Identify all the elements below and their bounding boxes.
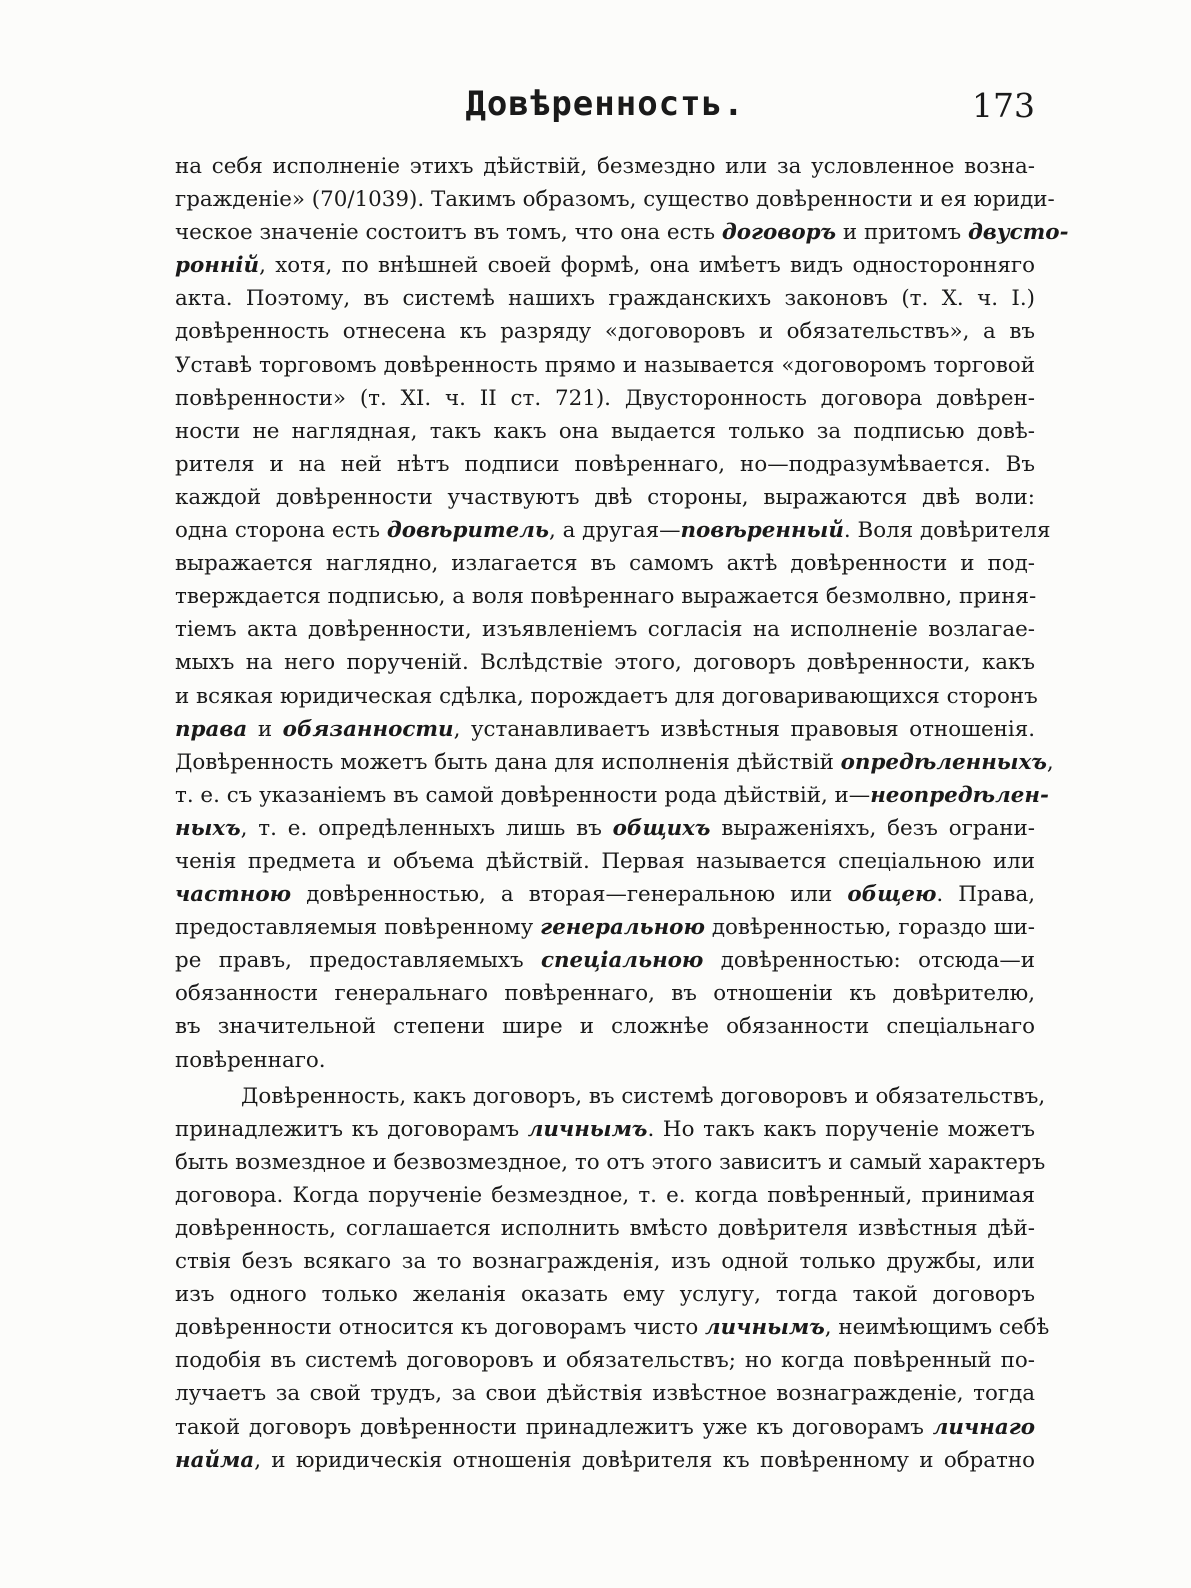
italic-term: личнымъ (527, 1116, 648, 1142)
text-line (175, 1010, 1035, 1043)
text-run: , устанавливаетъ извѣстныя правовыя отношенія. (453, 716, 1036, 742)
text-run: повѣренности» (т. XI. ч. II ст. 721). Двусторонность договора довѣрен- (175, 385, 1035, 411)
text-line (175, 249, 1035, 282)
text-run: на себя исполненіе этихъ дѣйствій, безмездно или за условленное возна- (175, 154, 1035, 179)
text-line (175, 1245, 1035, 1278)
text-line (175, 150, 1035, 183)
italic-term: общею (847, 882, 937, 908)
italic-term: повѣренный (680, 518, 844, 544)
text-run: предоставляемыя повѣренному (175, 915, 541, 941)
text-line (175, 382, 1035, 415)
italic-term: спеціальною (540, 948, 704, 974)
body-text (175, 150, 1069, 1477)
text-run: , хотя, по внѣшней своей формѣ, она имѣетъ видъ односторонняго (259, 253, 1035, 279)
text-line (175, 1278, 1035, 1311)
text-line (175, 1044, 1035, 1077)
text-line (175, 646, 1035, 679)
italic-term: частною (175, 882, 292, 908)
text-run: ствія безъ всякаго за то вознагражденія, изъ одной только дружбы, или (175, 1249, 1035, 1275)
text-run: принадлежитъ къ договорамъ (175, 1116, 528, 1142)
italic-term: ронній (175, 253, 260, 279)
paragraph (175, 1080, 1050, 1477)
running-header (175, 84, 1035, 134)
text-run: , неимѣющимъ себѣ (824, 1315, 1050, 1341)
italic-term: неопредѣлен- (870, 782, 1049, 808)
italic-term: общихъ (612, 815, 711, 841)
text-line (175, 713, 1035, 746)
text-run: ре правъ, предоставляемыхъ (175, 948, 541, 974)
text-run: , (1046, 749, 1054, 775)
text-run: , и юридическія отношенія довѣрителя къ повѣренному и обратно (254, 1447, 1035, 1473)
text-line (175, 1377, 1035, 1410)
text-line (175, 183, 1055, 216)
text-line (175, 746, 1054, 779)
text-run: въ значительной степени шире и сложнѣе обязанности спеціальнаго (175, 1014, 1035, 1040)
text-run: выраженіяхъ, безъ ограни- (710, 815, 1035, 841)
text-run: . Но такъ какъ порученіе можетъ (647, 1116, 1036, 1142)
text-line (175, 481, 1035, 514)
text-run: довѣренность, соглашается исполнить вмѣсто довѣрителя извѣстныя дѣй- (175, 1216, 1035, 1241)
text-line (175, 977, 1035, 1010)
text-run: , т. е. опредѣленныхъ лишь въ (240, 815, 613, 841)
text-run: тіемъ акта довѣренности, изъявленіемъ согласія на исполненіе возлагае- (175, 617, 1035, 643)
text-run: Уставѣ торговомъ довѣренность прямо и называется «договоромъ торговой (175, 352, 1035, 378)
text-run: ности не наглядная, такъ какъ она выдается только за подписью довѣ- (175, 418, 1035, 444)
italic-term: личнаго (932, 1414, 1035, 1440)
text-run: довѣренности относится къ договорамъ чисто (175, 1315, 706, 1341)
italic-term: генеральною (540, 915, 705, 941)
text-run: быть возмездное и безвозмездное, то отъ этого зависитъ и самый характеръ (175, 1149, 1046, 1175)
text-run: и всякая юридическая сдѣлка, порождаетъ для договаривающихся сторонъ (175, 683, 1038, 709)
text-line (175, 1113, 1035, 1146)
text-run: и (247, 716, 283, 742)
text-run: довѣренность отнесена къ разряду «договоровъ и обязательствъ», а въ (175, 319, 1035, 345)
text-run: довѣренностью: отсюда—и (703, 948, 1035, 974)
text-line (175, 282, 1035, 315)
page-number: 173 (972, 86, 1035, 125)
text-line (175, 911, 1035, 944)
text-run: ческое значеніе состоитъ въ томъ, что она есть (175, 220, 722, 246)
text-line (175, 415, 1035, 448)
text-line (175, 216, 1069, 249)
text-line (175, 448, 1035, 481)
text-line (175, 349, 1035, 382)
text-line (175, 1344, 1035, 1377)
text-run: изъ одного только желанія оказать ему услугу, тогда такой договоръ (175, 1282, 1035, 1308)
text-line (175, 1444, 1035, 1477)
italic-term: права (175, 716, 248, 742)
text-run: рителя и на ней нѣтъ подписи повѣреннаго, но—подразумѣвается. Въ (175, 451, 1035, 477)
running-title: Довѣренность. (465, 84, 745, 124)
text-run: , а другая— (549, 518, 681, 544)
text-run: Довѣренность можетъ быть дана для исполненія дѣйствій (175, 749, 841, 775)
text-line (175, 779, 1049, 812)
italic-term: довѣритель (386, 518, 550, 544)
text-line (175, 613, 1035, 646)
text-run: подобія въ системѣ договоровъ и обязательствъ; но когда повѣренный по- (175, 1348, 1035, 1374)
italic-term: двусто- (967, 220, 1069, 246)
text-line (175, 944, 1035, 977)
text-run: гражденіе» (70/1039). Такимъ образомъ, существо довѣренности и ея юриди- (175, 187, 1055, 213)
text-run: и притомъ (836, 220, 968, 246)
text-run: каждой довѣренности участвуютъ двѣ стороны, выражаются двѣ воли: (175, 484, 1035, 510)
italic-term: ныхъ (175, 815, 241, 841)
text-run: лучаетъ за свой трудъ, за свои дѣйствія извѣстное вознагражденіе, тогда (175, 1381, 1035, 1407)
text-run: ченія предмета и объема дѣйствій. Первая называется спеціальною или (175, 848, 1035, 874)
text-line (175, 315, 1035, 348)
text-line (175, 1146, 1046, 1179)
text-run: повѣреннаго. (175, 1047, 326, 1073)
text-line (175, 1212, 1035, 1245)
text-run: обязанности генеральнаго повѣреннаго, въ отношеніи къ довѣрителю, (175, 981, 1035, 1007)
italic-term: договоръ (721, 220, 837, 246)
italic-term: личнымъ (705, 1315, 825, 1341)
text-line (175, 1311, 1050, 1344)
text-line (175, 845, 1035, 878)
text-run: такой договоръ довѣренности принадлежитъ уже къ договорамъ (175, 1414, 933, 1440)
text-run: Довѣренность, какъ договоръ, въ системѣ договоровъ и обязательствъ, (241, 1083, 1046, 1109)
text-run: т. е. съ указаніемъ въ самой довѣренности рода дѣйствій, и— (175, 782, 871, 808)
text-line (175, 547, 1035, 580)
text-run: . Воля довѣрителя (843, 518, 1051, 544)
text-line (175, 878, 1035, 911)
text-run: выражается наглядно, излагается въ самомъ актѣ довѣренности и под- (175, 551, 1035, 577)
text-run: довѣренностью, а вторая—генеральною или (291, 882, 848, 908)
text-line (175, 514, 1051, 547)
paragraph (175, 150, 1069, 1077)
text-run: одна сторона есть (175, 518, 387, 544)
italic-term: найма (175, 1447, 255, 1473)
text-line (175, 812, 1035, 845)
text-line (175, 1179, 1035, 1212)
text-run: тверждается подписью, а воля повѣреннаго выражается безмолвно, приня- (175, 584, 1037, 610)
text-run: довѣренностью, гораздо ши- (704, 915, 1036, 941)
italic-term: обязанности (282, 716, 454, 742)
text-line (175, 1411, 1035, 1444)
text-run: . Права, (936, 882, 1036, 908)
text-run: договора. Когда порученіе безмездное, т. е. когда повѣренный, принимая (175, 1182, 1035, 1208)
text-run: мыхъ на него порученій. Вслѣдствіе этого, договоръ довѣренности, какъ (175, 650, 1035, 676)
italic-term: опредѣленныхъ (840, 749, 1047, 775)
text-line (175, 1080, 1046, 1113)
text-run: акта. Поэтому, въ системѣ нашихъ гражданскихъ законовъ (т. X. ч. I.) (175, 286, 1035, 312)
text-line (175, 680, 1038, 713)
text-line (175, 580, 1035, 613)
